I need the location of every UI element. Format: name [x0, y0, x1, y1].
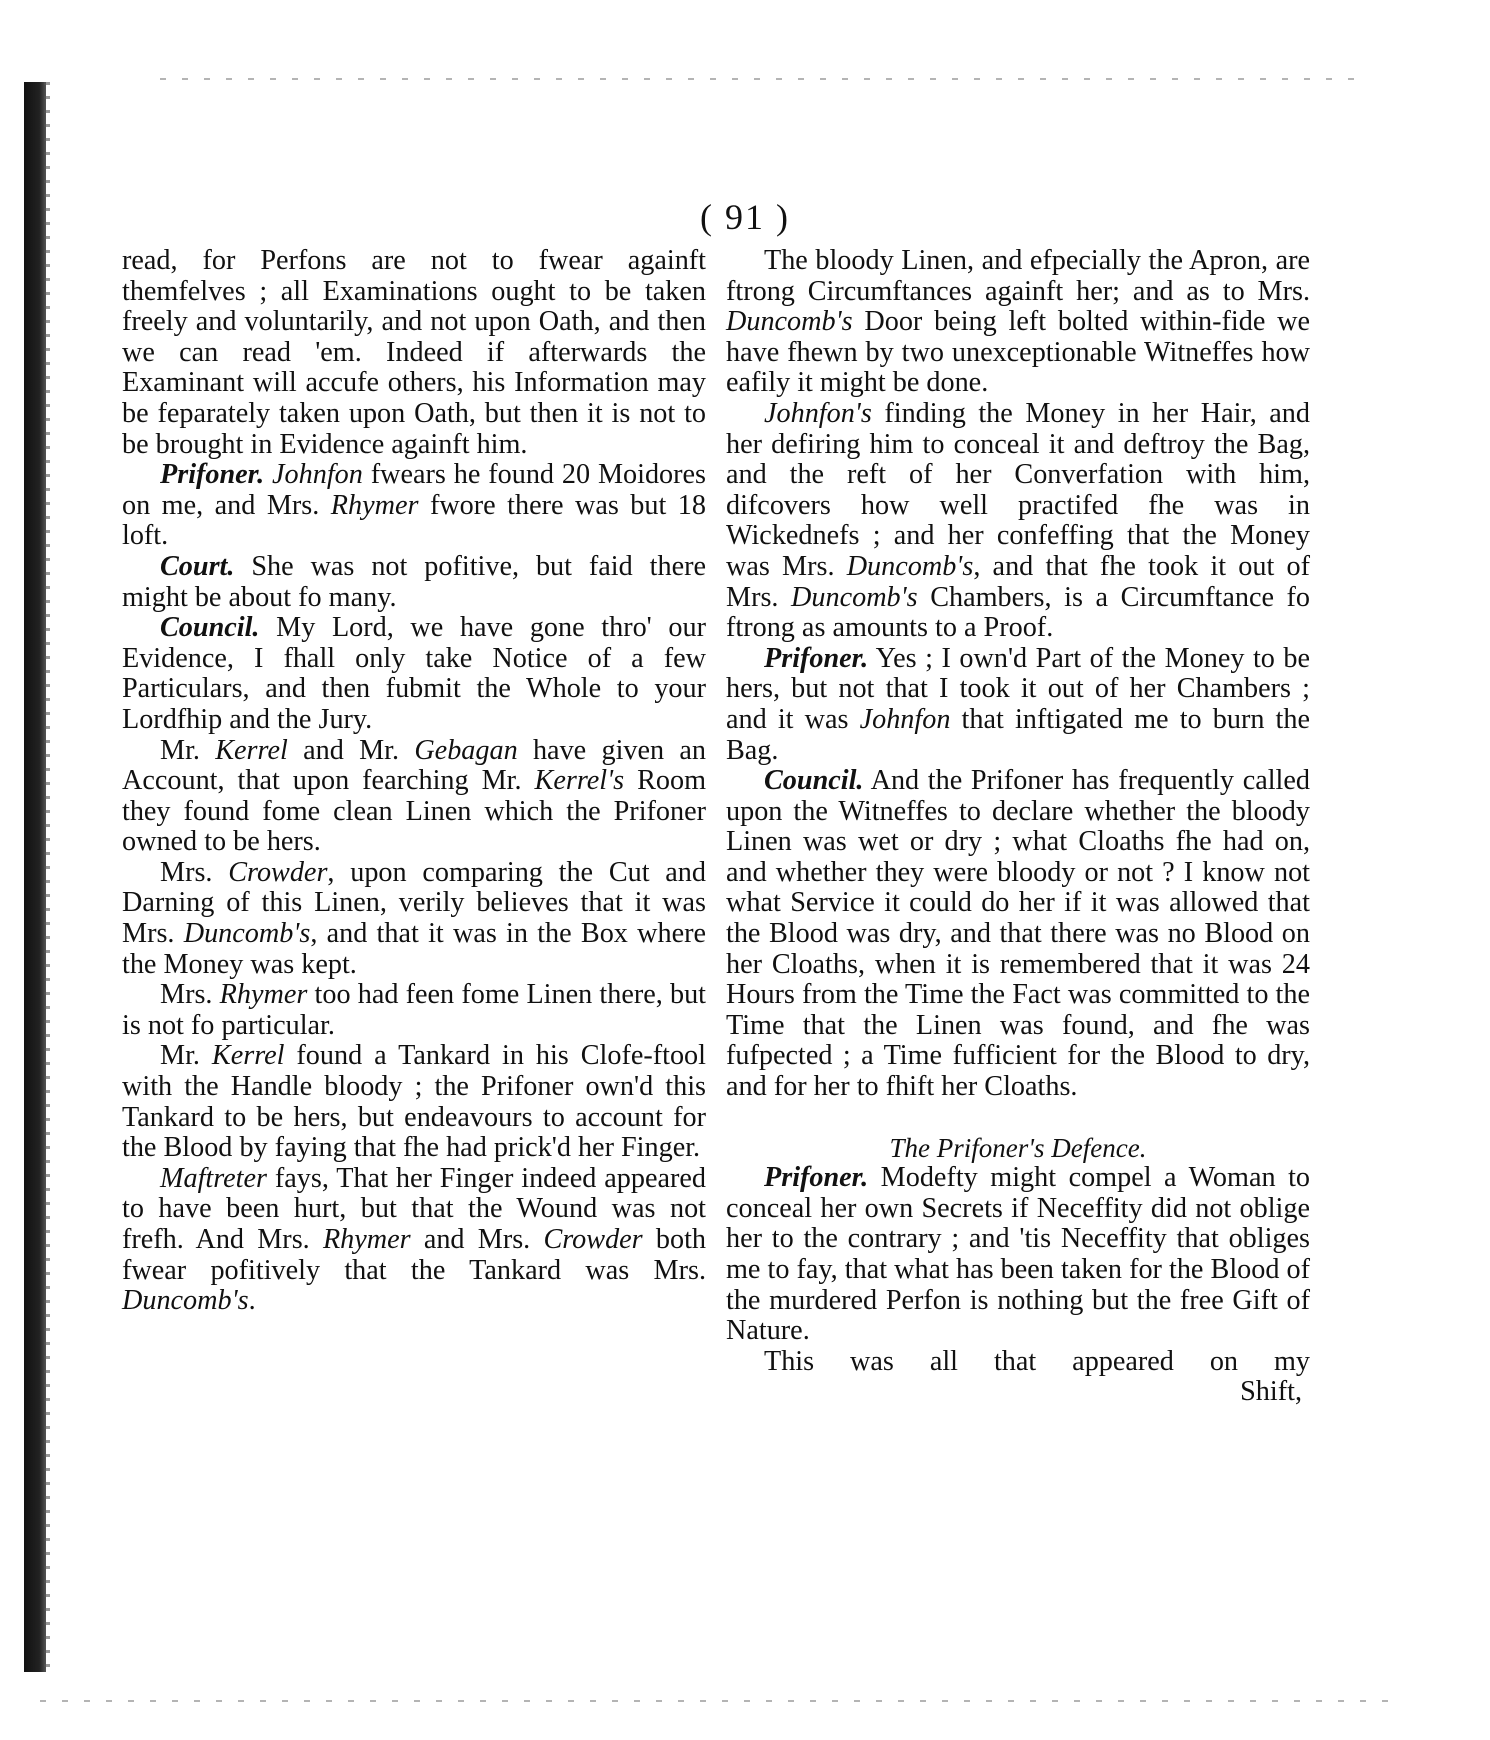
- italic-name: Maftreter: [160, 1162, 267, 1194]
- italic-name: Gebagan: [414, 734, 518, 766]
- italic-name: Duncomb's: [122, 1285, 249, 1317]
- right-paragraphs: [726, 246, 1310, 1103]
- page-number: ( 91 ): [700, 197, 790, 237]
- paragraph: Mrs. Rhymer too had feen fome Linen there, but is not fo particular.: [122, 979, 706, 1041]
- italic-name: Rhymer: [330, 489, 419, 521]
- speaker-label: Court.: [160, 550, 235, 582]
- speaker-label: Council.: [764, 765, 864, 797]
- paragraph: The bloody Linen, and efpecially the Apron, are ftrong Circumftances againft her; and as to Mrs. Duncomb's Door being left bolted within-fide we have fhewn by two unexceptionable Witneffes how eafily it might be done.: [726, 245, 1310, 399]
- italic-name: Crowder: [543, 1224, 643, 1255]
- right-column: [726, 246, 1310, 1408]
- catchword: Shift,: [1240, 1376, 1302, 1408]
- italic-name: Kerrel: [215, 734, 288, 766]
- speaker-label: Prifoner.: [160, 459, 265, 491]
- italic-name: Duncomb's: [846, 550, 974, 582]
- italic-name: Kerrel: [211, 1040, 285, 1072]
- paragraph: Mr. Kerrel and Mr. Gebagan have given an Account, that upon fearching Mr. Kerrel's Room they found fome clean Linen which the Prifoner owned to be hers.: [122, 734, 706, 858]
- left-column: [122, 246, 706, 1317]
- italic-name: Duncomb's: [791, 581, 918, 613]
- italic-name: Duncomb's: [726, 306, 853, 338]
- paragraph: Prifoner. Johnfon fwears he found 20 Moidores on me, and Mrs. Rhymer fwore there was but 18 loft.: [122, 459, 707, 552]
- speaker-label: Council.: [160, 612, 260, 644]
- paragraph: read, for Perfons are not to fwear againft themfelves ; all Examinations ought to be taken freely and voluntarily, and not upon Oath, and then we can read 'em. Indeed if afterwards the Examinant will accufe others, his Information may be feparately taken upon Oath, but then it is not to be brought in Evidence againft him.: [122, 245, 706, 460]
- paragraph: Court. She was not pofitive, but faid there might be about fo many.: [122, 550, 706, 613]
- paragraph: Council. And the Prifoner has frequently called upon the Witneffes to declare whether the bloody Linen was wet or dry ; what Cloaths fhe had on, and whether they were bloody or not ? I know not what Service it could do her if it was allowed that the Blood was dry, and that there was no Blood on her Cloaths, when it is remembered that it was 24 Hours from the Time the Fact was committed to the Time that the Linen was found, and fhe was fufpected ; a Time fufficient for the Blood to dry, and for her to fhift her Cloaths.: [726, 765, 1310, 1103]
- paragraph: Prifoner. Yes ; I own'd Part of the Money to be hers, but not that I took it out of her Chambers ; and it was Johnfon that inftigated me to burn the Bag.: [726, 642, 1310, 766]
- left-paragraphs: [122, 246, 706, 1317]
- binding-edge: [24, 82, 46, 1672]
- speaker-label: Prifoner.: [764, 1162, 869, 1194]
- paragraph: Johnfon's finding the Money in her Hair, and her defiring him to conceal it and deftroy the Bag, and the reft of her Converfation with him, difcovers how well practifed fhe was in Wickednefs ; and her confeffing that the Money was Mrs. Duncomb's, and that fhe took it out of Mrs. Duncomb's Chambers, is a Circumftance fo ftrong as amounts to a Proof.: [726, 397, 1311, 644]
- paragraph: Council. My Lord, we have gone thro' our Evidence, I fhall only take Notice of a few Particulars, and then fubmit the Whole to your Lordfhip and the Jury.: [122, 612, 706, 735]
- scan-artifact-bottom: [40, 1700, 1400, 1702]
- closing-line: This was all that appeared on my: [764, 1345, 1310, 1377]
- italic-name: Johnfon's: [764, 397, 872, 429]
- italic-name: Kerrel's: [534, 765, 625, 797]
- italic-name: Johnfon: [859, 703, 951, 735]
- italic-name: Johnfon: [272, 459, 363, 491]
- binding-speckle: [44, 82, 50, 1672]
- paragraph: Mr. Kerrel found a Tankard in his Clofe-ftool with the Handle bloody ; the Prifoner own'd this Tankard to be hers, but endeavours to account for the Blood by faying that fhe had prick'd her Finger.: [122, 1040, 706, 1164]
- paragraph: Mrs. Crowder, upon comparing the Cut and Darning of this Linen, verily believes that it was Mrs. Duncomb's, and that it was in the Box where the Money was kept.: [122, 856, 706, 980]
- italic-name: Duncomb's: [183, 918, 311, 950]
- scan-artifact-top: [160, 78, 1360, 80]
- paragraph: Maftreter fays, That her Finger indeed appeared to have been hurt, but that the Wound was not frefh. And Mrs. Rhymer and Mrs. Crowder both fwear pofitively that the Tankard was Mrs. Duncomb's.: [122, 1162, 706, 1317]
- defence-paragraph-wrap: [726, 1163, 1310, 1347]
- speaker-label: Prifoner.: [764, 642, 869, 674]
- italic-name: Crowder: [228, 856, 328, 888]
- defence-paragraph: Prifoner. Modefty might compel a Woman to conceal her own Secrets if Neceffity did not oblige her to the contrary ; and 'tis Neceffity that obliges me to fay, that what has been taken for the Blood of the murdered Perfon is nothing but the free Gift of Nature.: [726, 1162, 1310, 1347]
- italic-name: Rhymer: [219, 979, 308, 1011]
- section-title: The Prifoner's Defence.: [889, 1132, 1147, 1163]
- italic-name: Rhymer: [322, 1224, 411, 1255]
